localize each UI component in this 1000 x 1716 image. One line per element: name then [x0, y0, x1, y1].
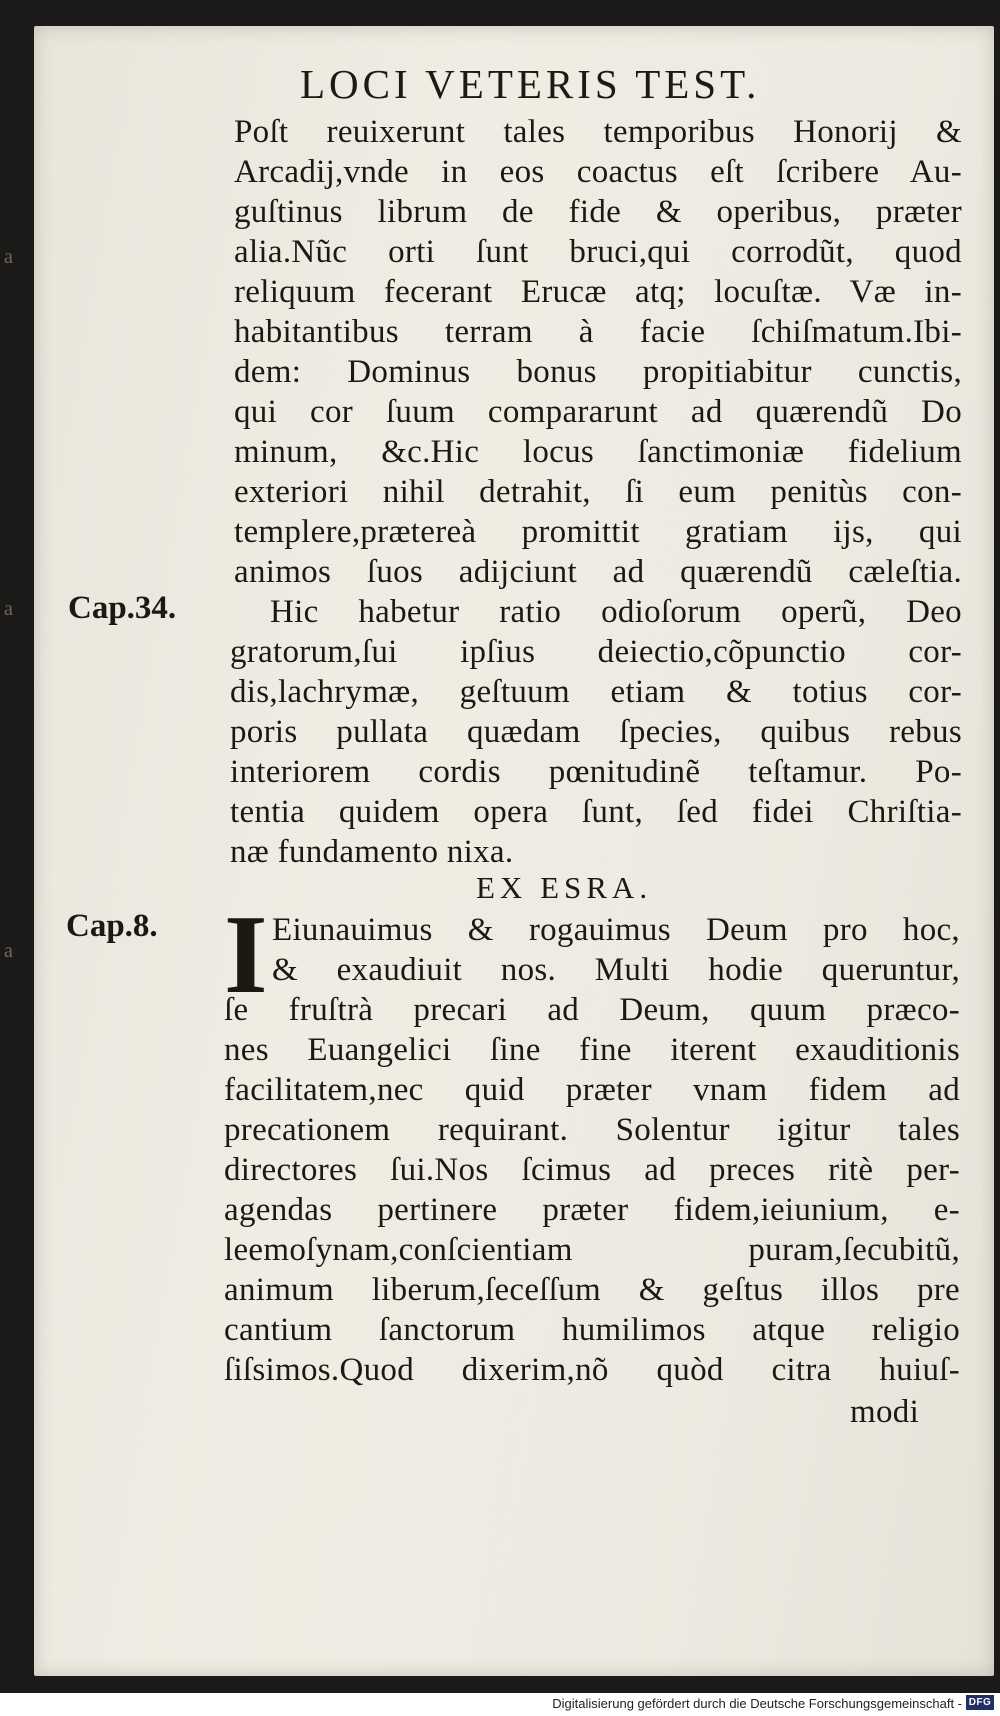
text-line: directores ſui.Nos ſcimus ad preces ritè per- [224, 1152, 960, 1188]
text-line: exteriori nihil detrahit, ſi eum penitùs con- [234, 474, 962, 510]
text-line: poris pullata quædam ſpecies, quibus rebus [230, 714, 962, 750]
text-line: Arcadij,vnde in eos coactus eſt ſcribere Au- [234, 154, 962, 190]
digitization-credit: Digitalisierung gefördert durch die Deutsche Forschungsgemeinschaft - [552, 1696, 962, 1711]
text-line: ſe fruſtrà precari ad Deum, quum præco- [224, 992, 960, 1028]
text-line: reliquum fecerant Erucæ atq; locuſtæ. Væ in- [234, 274, 962, 310]
text-line: gratorum,ſui ipſius deiectio,cõpunctio cor- [230, 634, 962, 670]
text-line: & exaudiuit nos. Multi hodie queruntur, [272, 952, 960, 988]
catchword: modi [850, 1394, 920, 1430]
text-line: nes Euangelici ſine fine iterent exauditionis [224, 1032, 960, 1068]
text-line: guſtinus librum de fide & operibus, præter [234, 194, 962, 230]
text-line: interiorem cordis pœnitudinẽ teſtamur. Po- [230, 754, 962, 790]
text-line: Poſt reuixerunt tales temporibus Honorij & [234, 114, 962, 150]
margin-note-cap-34: Cap.34. [68, 590, 177, 626]
dfg-logo: DFG [966, 1695, 994, 1710]
text-line: minum, &c.Hic locus ſanctimoniæ fidelium [234, 434, 962, 470]
text-line: Hic habetur ratio odioſorum operũ, Deo [270, 594, 962, 630]
edge-mark: a [4, 598, 13, 620]
text-line: dem: Dominus bonus propitiabitur cunctis, [234, 354, 962, 390]
section-heading: EX ESRA. [476, 870, 653, 905]
drop-initial: I [224, 893, 268, 1017]
text-line: tentia quidem opera ſunt, ſed fidei Chriſtia- [230, 794, 962, 830]
running-title: LOCI VETERIS TEST. [300, 61, 761, 107]
text-line: cantium ſanctorum humilimos atque religio [224, 1312, 960, 1348]
text-line: ſiſsimos.Quod dixerim,nõ quòd citra huiuſ- [224, 1352, 960, 1388]
edge-mark: a [4, 246, 13, 268]
margin-note-cap-8: Cap.8. [66, 908, 158, 944]
text-line: leemoſynam,conſcientiam puram,ſecubitũ, [224, 1232, 960, 1268]
text-line: dis,lachrymæ, geſtuum etiam & totius cor- [230, 674, 962, 710]
text-line: animum liberum,ſeceſſum & geſtus illos pre [224, 1272, 960, 1308]
text-line: animos ſuos adijciunt ad quærendũ cæleſtia. [234, 554, 962, 590]
text-line: næ fundamento nixa. [230, 834, 514, 870]
text-line: precationem requirant. Solentur igitur tales [224, 1112, 960, 1148]
text-line: qui cor ſuum compararunt ad quærendũ Do [234, 394, 962, 430]
text-line: Eiunauimus & rogauimus Deum pro hoc, [272, 912, 960, 948]
text-line: habitantibus terram à facie ſchiſmatum.Ibi- [234, 314, 962, 350]
text-line: agendas pertinere præter fidem,ieiunium, e- [224, 1192, 960, 1228]
text-line: facilitatem,nec quid præter vnam fidem ad [224, 1072, 960, 1108]
text-line: alia.Nũc orti ſunt bruci,qui corrodũt, quod [234, 234, 962, 270]
text-line: templere,prætereà promittit gratiam ijs, qui [234, 514, 962, 550]
edge-mark: a [4, 940, 13, 962]
